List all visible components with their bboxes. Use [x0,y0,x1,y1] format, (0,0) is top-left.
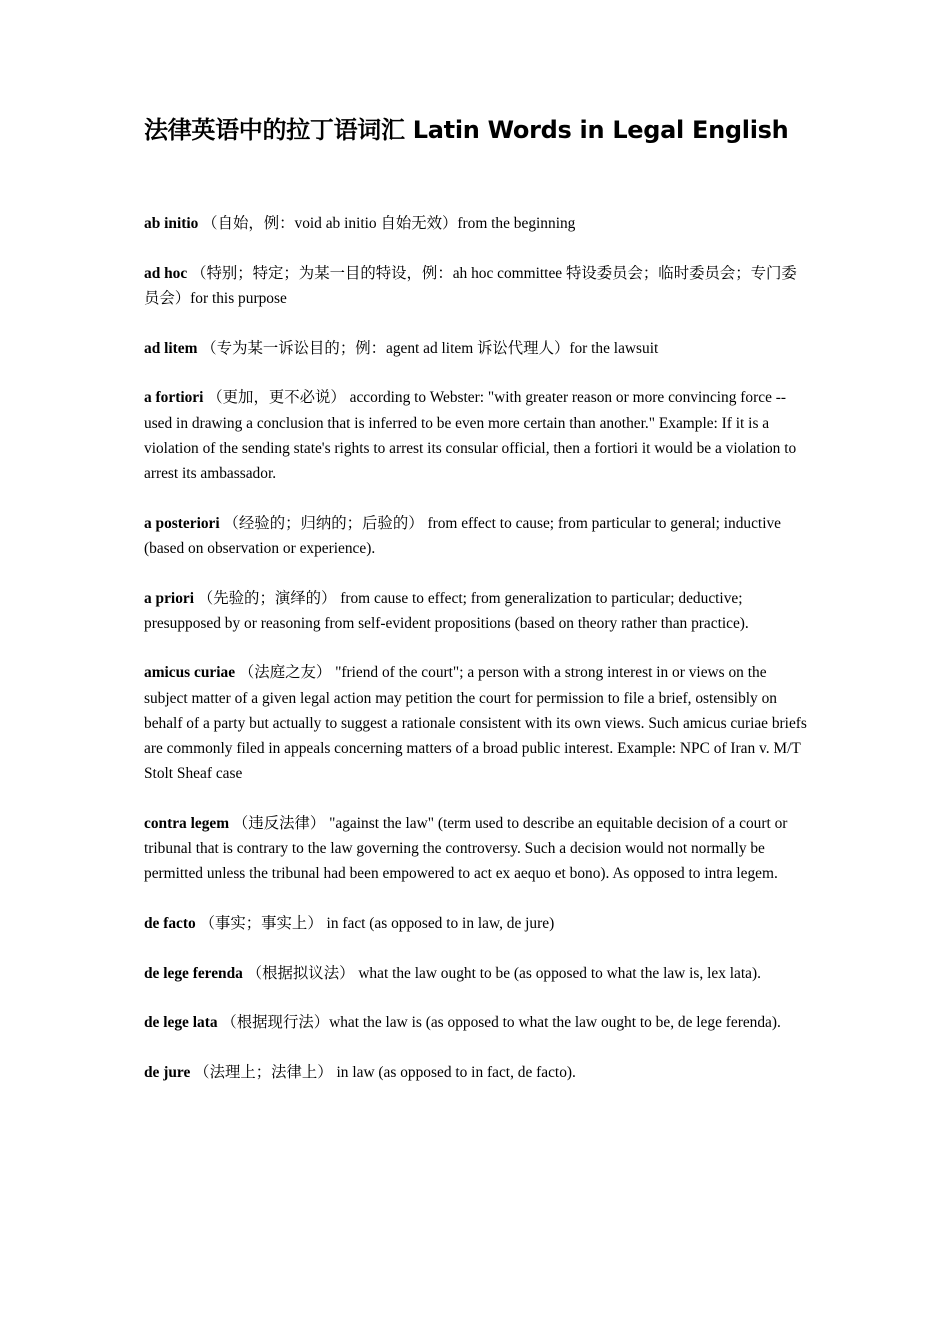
entry-term: de lege ferenda [144,964,243,982]
glossary-entry-de-jure [144,1060,808,1085]
entry-term: ab initio [144,215,199,232]
entry-term: contra legem [144,814,230,832]
glossary-entry-ad-hoc [144,261,808,311]
entry-term: ad hoc [144,264,188,282]
glossary-entry-contra-legem [144,811,808,887]
entry-term: de jure [144,1064,191,1082]
glossary-entry-amicus-curiae [144,660,808,786]
glossary-entry-de-lege-ferenda [144,961,808,986]
glossary-entry-a-priori [144,586,808,636]
entry-term: de lege lata [144,1014,218,1032]
entry-term: amicus curiae [144,664,236,682]
glossary-entry-a-posteriori [144,511,808,561]
entry-term: a fortiori [144,389,204,407]
entry-definition: （事实；事实上） in fact (as opposed to in law, de jure) [199,915,555,933]
entry-definition: （经验的；归纳的；后验的） from effect to cause; from particular to general; inductive (based on observation or experience). [144,514,781,557]
entry-definition: （自始，例：void ab initio 自始无效）from the beginning [202,215,576,232]
entry-definition: （先验的；演绎的） from cause to effect; from generalization to particular; deductive; presupposed by or reasoning from self-evident propositions (based on theory rather than practice). [144,589,749,632]
glossary-entry-de-lege-lata [144,1010,808,1035]
entry-definition: （根据拟议法） what the law ought to be (as opposed to what the law is, lex lata). [246,964,761,982]
entry-term: de facto [144,915,196,933]
page-title: 法律英语中的拉丁语词汇 Latin Words in Legal English [144,116,789,144]
entry-definition: （根据现行法）what the law is (as opposed to what the law ought to be, de lege ferenda). [221,1014,781,1032]
entry-definition: （更加，更不必说） according to Webster: "with greater reason or more convincing force -- used in drawing a conclusion that is inferred to be even more certain than another." Example: If it is a violation of the sending state's rights to arrest its consular official, then a fortiori it would be a violation to arrest its ambassador. [144,389,797,482]
entry-definition: （法理上；法律上） in law (as opposed to in fact, de facto). [194,1064,576,1082]
entry-definition: （法庭之友） "friend of the court"; a person with a strong interest in or views on the subject matter of a given legal action may petition the court for permission to file a brief, ostensibly on behalf of a party but actually to suggest a rationale consistent with its own views. Such amicus curiae briefs are commonly filed in appeals concerning matters of a broad public interest. Example: NPC of Iran v. M/T Stolt Sheaf case [144,664,807,783]
entry-definition: （专为某一诉讼目的；例：agent ad litem 诉讼代理人）for the lawsuit [201,339,659,357]
glossary-entry-de-facto [144,911,808,936]
glossary-entry-ab-initio [144,211,808,236]
glossary-entry-a-fortiori [144,385,808,486]
entry-term: ad litem [144,339,198,357]
entry-term: a priori [144,589,195,607]
entry-definition: （违反法律） "against the law" (term used to describe an equitable decision of a court or tribunal that is contrary to the law governing the controversy. Such a decision would not normally be permitted unless the tribunal had been empowered to act ex aequo et bono). As opposed to intra legem. [144,814,788,883]
glossary-list [144,211,808,1110]
glossary-entry-ad-litem [144,336,808,361]
entry-definition: （特别；特定；为某一目的特设，例：ah hoc committee 特设委员会；临时委员会；专门委员会）for this purpose [144,264,797,307]
entry-term: a posteriori [144,514,220,532]
